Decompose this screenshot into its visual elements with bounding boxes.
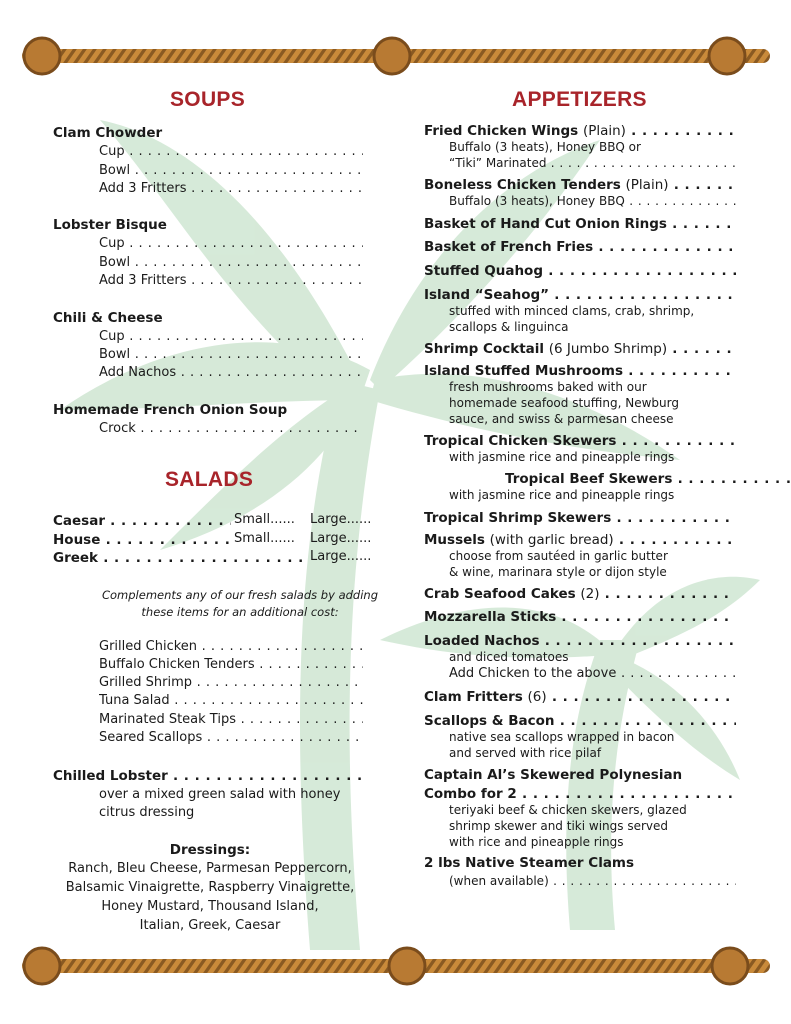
nachos-title: Loaded Nachos . . .	[424, 632, 736, 650]
lobster-bisque-title: Lobster Bisque	[53, 217, 167, 233]
shrimp-skewers: Tropical Shrimp Skewers . . .	[424, 509, 736, 527]
greek-large: Large......	[310, 549, 372, 564]
lobster-bisque-bowl: Bowl . . .	[99, 254, 363, 272]
addon-steak-tips: Marinated Steak Tips . . .	[99, 711, 363, 729]
dressings-title: Dressings:	[169, 842, 251, 858]
nachos-add-chicken: Add Chicken to the above . . .	[449, 665, 736, 683]
chilled-lobster-desc-1: over a mixed green salad with honey	[99, 787, 341, 802]
mussels-desc-1: choose from sautéed in garlic butter	[449, 549, 668, 563]
seahog-title: Island “Seahog” . . .	[424, 286, 736, 304]
house-large: Large......	[310, 531, 372, 546]
mozzarella-sticks: Mozzarella Sticks . . .	[424, 608, 736, 626]
chili-bowl: Bowl . . .	[99, 346, 363, 364]
wings-desc-2: “Tiki” Marinated . . .	[449, 155, 736, 171]
combo-title-1: Captain Al’s Skewered Polynesian	[424, 767, 683, 783]
mushrooms-title: Island Stuffed Mushrooms . . .	[424, 362, 736, 380]
combo-desc-1: teriyaki beef & chicken skewers, glazed	[449, 803, 687, 817]
chili-cup: Cup . . .	[99, 328, 363, 346]
lobster-bisque-cup: Cup . . .	[99, 235, 363, 253]
scallops-bacon-title: Scallops & Bacon . . .	[424, 712, 736, 730]
dressings-line-3: Honey Mustard, Thousand Island,	[101, 899, 319, 914]
clam-chowder-bowl: Bowl . . .	[99, 162, 363, 180]
combo-desc-2: shrimp skewer and tiki wings served	[449, 819, 668, 833]
addon-buffalo-tenders: Buffalo Chicken Tenders . . .	[99, 656, 363, 674]
onion-soup-title: Homemade French Onion Soup	[53, 402, 288, 418]
tenders-desc: Buffalo (3 heats), Honey BBQ . . .	[449, 193, 736, 209]
clam-chowder-cup: Cup . . .	[99, 143, 363, 161]
addon-tuna-salad: Tuna Salad . . .	[99, 692, 363, 710]
chilled-lobster-title: Chilled Lobster . . .	[53, 767, 363, 785]
clam-chowder-title: Clam Chowder	[53, 125, 163, 141]
addon-grilled-shrimp: Grilled Shrimp . . .	[99, 674, 363, 692]
salad-addon-note	[60, 587, 420, 621]
mussels-title: Mussels (with garlic bread) . . .	[424, 531, 736, 549]
scallops-bacon-desc-2: and served with rice pilaf	[449, 746, 602, 760]
seahog-desc-1: stuffed with minced clams, crab, shrimp,	[449, 304, 695, 318]
nachos-desc: and diced tomatoes	[449, 650, 569, 664]
caesar-small: Small......	[234, 512, 295, 527]
salad-addon-note-line2: these items for an additional cost:	[141, 605, 339, 619]
chilled-lobster-desc-2: citrus dressing	[99, 805, 195, 820]
steamers-desc: (when available) . . .	[449, 873, 736, 889]
crab-cakes: Crab Seafood Cakes (2) . . .	[424, 585, 736, 603]
clam-chowder-fritters: Add 3 Fritters . . .	[99, 180, 363, 198]
beef-skewers-desc: with jasmine rice and pineapple rings	[449, 488, 675, 502]
beef-skewers-title: Tropical Beef Skewers . . .	[505, 470, 791, 488]
chili-cheese-title: Chili & Cheese	[53, 310, 163, 326]
combo-title-2: Combo for 2 . . .	[424, 785, 736, 803]
lobster-bisque-fritters: Add 3 Fritters . . .	[99, 272, 363, 290]
onion-soup-crock: Crock . . .	[99, 420, 363, 438]
clam-fritters: Clam Fritters (6) . . .	[424, 688, 736, 706]
mushrooms-desc-3: sauce, and swiss & parmesan cheese	[449, 412, 674, 426]
steamers-title: 2 lbs Native Steamer Clams	[424, 855, 635, 871]
wings-desc-1: Buffalo (3 heats), Honey BBQ or	[449, 140, 641, 154]
mushrooms-desc-2: homemade seafood stuffing, Newburg	[449, 396, 679, 410]
shrimp-cocktail: Shrimp Cocktail (6 Jumbo Shrimp) . . .	[424, 340, 736, 358]
dressings-list	[40, 859, 380, 935]
dressings-line-1: Ranch, Bleu Cheese, Parmesan Peppercorn,	[68, 861, 352, 876]
mussels-desc-2: & wine, marinara style or dijon style	[449, 565, 667, 579]
house-small: Small......	[234, 531, 295, 546]
salads-heading: SALADS	[165, 468, 254, 491]
addon-seared-scallops: Seared Scallops . . .	[99, 729, 363, 747]
greek-salad: Greek . . .	[53, 549, 307, 567]
stuffed-quahog: Stuffed Quahog . . .	[424, 262, 736, 280]
dressings-line-4: Italian, Greek, Caesar	[139, 918, 281, 933]
top-rope-border	[22, 36, 770, 76]
chili-nachos: Add Nachos . . .	[99, 364, 363, 382]
combo-desc-3: with rice and pineapple rings	[449, 835, 624, 849]
house-salad: House . . .	[53, 531, 231, 549]
chicken-skewers-desc: with jasmine rice and pineapple rings	[449, 450, 675, 464]
wings-title: Fried Chicken Wings (Plain) . . .	[424, 122, 736, 140]
tenders-title: Boneless Chicken Tenders (Plain) . . .	[424, 176, 736, 194]
mushrooms-desc-1: fresh mushrooms baked with our	[449, 380, 647, 394]
scallops-bacon-desc-1: native sea scallops wrapped in bacon	[449, 730, 675, 744]
chicken-skewers-title: Tropical Chicken Skewers . . .	[424, 432, 736, 450]
caesar-large: Large......	[310, 512, 372, 527]
addon-grilled-chicken: Grilled Chicken . . .	[99, 638, 363, 656]
onion-rings: Basket of Hand Cut Onion Rings . . .	[424, 215, 736, 233]
appetizers-heading: APPETIZERS	[512, 88, 647, 111]
soups-heading: SOUPS	[170, 88, 246, 111]
dressings-line-2: Balsamic Vinaigrette, Raspberry Vinaigrette,	[65, 880, 355, 895]
caesar-salad: Caesar . . .	[53, 512, 231, 530]
bottom-rope-border	[22, 946, 770, 986]
french-fries: Basket of French Fries . . .	[424, 238, 736, 256]
seahog-desc-2: scallops & linguinca	[449, 320, 569, 334]
salad-addon-note-line1: Complements any of our fresh salads by adding	[101, 588, 378, 602]
